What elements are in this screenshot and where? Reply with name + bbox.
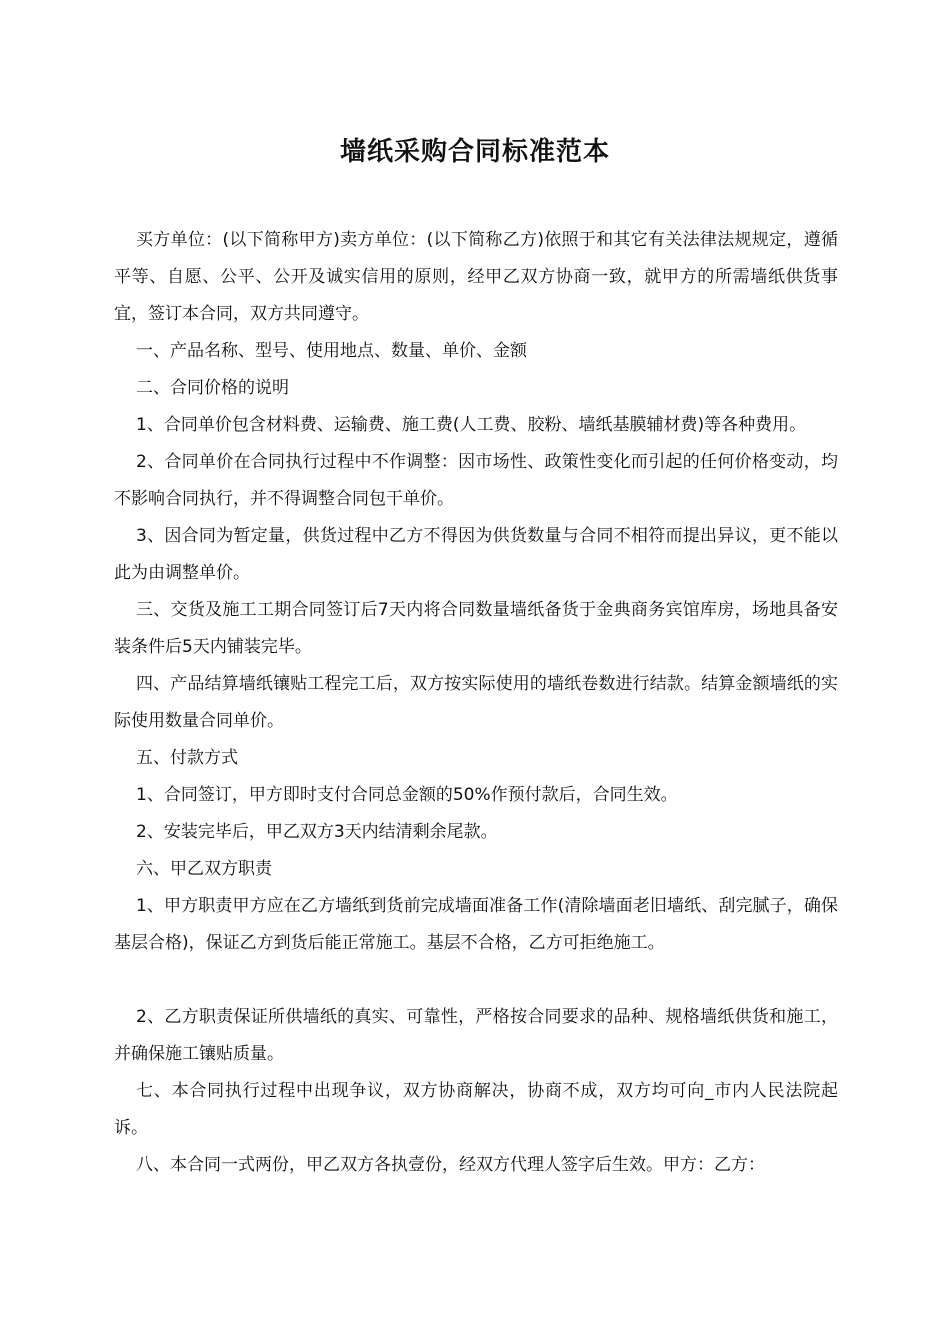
section-1-heading: 一、产品名称、型号、使用地点、数量、单价、金额 <box>136 341 527 361</box>
intro-paragraph: 买方单位：(以下简称甲方)卖方单位：(以下简称乙方)依照于和其它有关法律法规规定，遵循平等、自愿、公平、公开及诚实信用的原则，经甲乙双方协商一致，就甲方的所需墙纸供货事宜，签订本合同，双方共同遵守。 <box>114 230 838 324</box>
document-title: 墙纸采购合同标准范本 <box>339 137 610 167</box>
section-5-item-2: 2、安装完毕后，甲乙双方3天内结清剩余尾款。 <box>136 822 498 842</box>
section-2-item-1: 1、合同单价包含材料费、运输费、施工费(人工费、胶粉、墙纸基膜辅材费)等各种费用。 <box>136 415 807 435</box>
section-3-paragraph: 三、交货及施工工期合同签订后7天内将合同数量墙纸备货于金典商务宾馆库房，场地具备安装条件后5天内铺装完毕。 <box>114 600 838 657</box>
section-2-heading: 二、合同价格的说明 <box>136 378 289 398</box>
section-4-paragraph: 四、产品结算墙纸镶贴工程完工后，双方按实际使用的墙纸卷数进行结款。结算金额墙纸的实际使用数量合同单价。 <box>114 674 838 731</box>
section-6-item-1: 1、甲方职责甲方应在乙方墙纸到货前完成墙面准备工作(清除墙面老旧墙纸、刮完腻子，确保基层合格)，保证乙方到货后能正常施工。基层不合格，乙方可拒绝施工。 <box>114 896 838 953</box>
section-5-heading: 五、付款方式 <box>136 748 238 768</box>
section-6-item-2: 2、乙方职责保证所供墙纸的真实、可靠性，严格按合同要求的品种、规格墙纸供货和施工，并确保施工镶贴质量。 <box>114 1007 838 1064</box>
section-5-item-1: 1、合同签订，甲方即时支付合同总金额的50%作预付款后，合同生效。 <box>136 785 678 805</box>
section-2-item-2: 2、合同单价在合同执行过程中不作调整：因市场性、政策性变化而引起的任何价格变动，均不影响合同执行，并不得调整合同包干单价。 <box>114 452 838 509</box>
section-7-paragraph: 七、本合同执行过程中出现争议，双方协商解决，协商不成，双方均可向_市内人民法院起诉。 <box>114 1081 838 1138</box>
document-body <box>114 222 838 1184</box>
section-2-item-3: 3、因合同为暂定量，供货过程中乙方不得因为供货数量与合同不相符而提出异议，更不能以此为由调整单价。 <box>114 526 838 583</box>
section-6-heading: 六、甲乙双方职责 <box>136 859 272 879</box>
section-8-paragraph: 八、本合同一式两份，甲乙双方各执壹份，经双方代理人签字后生效。甲方：乙方： <box>136 1155 765 1175</box>
paragraph-gap <box>114 962 838 999</box>
